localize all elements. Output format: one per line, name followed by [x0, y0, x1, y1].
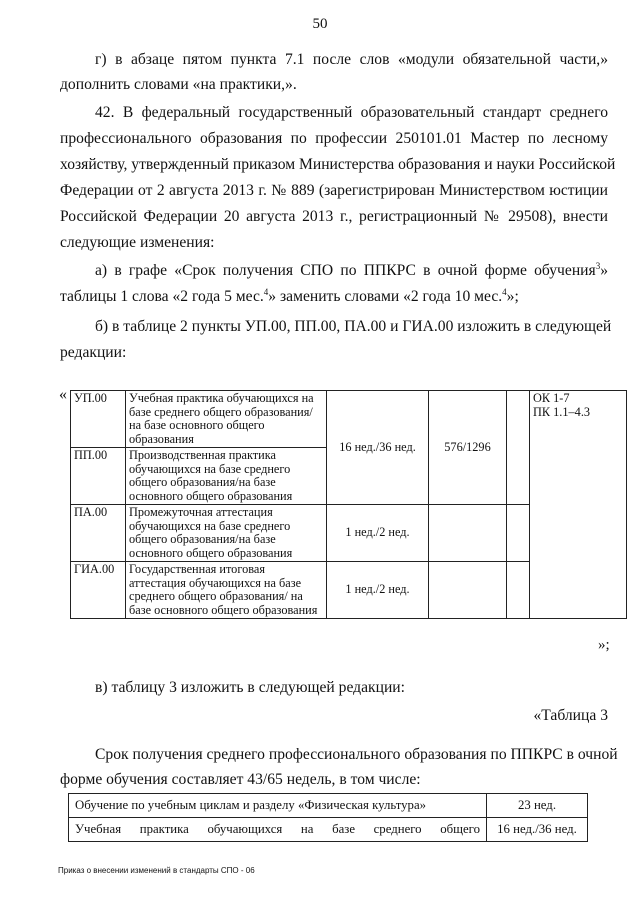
table-cell-label: Учебная практика обучающихся на базе среднего общего	[69, 818, 487, 842]
table-cell-hours: 576/1296	[429, 391, 507, 505]
table-cell-weeks: 1 нед./2 нед.	[327, 505, 429, 562]
table-cell-hours	[429, 562, 507, 619]
srok-paragraph-line: форме обучения составляет 43/65 недель, в том числе:	[60, 771, 421, 788]
table-cell-code: ПП.00	[71, 448, 126, 505]
footnote-marker: 3	[595, 260, 601, 271]
table-cell-value: 16 нед./36 нед.	[487, 818, 588, 842]
table-3-caption: «Таблица 3	[533, 707, 608, 724]
paragraph-42-line: следующие изменения:	[60, 234, 215, 251]
replacement-table-3	[68, 793, 588, 842]
paragraph-g-line: г) в абзаце пятом пункта 7.1 после слов «модули обязательной части,»	[95, 51, 608, 68]
table-row	[69, 818, 588, 842]
replacement-table-2	[70, 390, 627, 619]
paragraph-a-text: » заменить словами «2 года 10 мес.	[268, 288, 503, 305]
paragraph-a-text: »	[600, 262, 608, 279]
table-cell-empty	[507, 505, 530, 562]
paragraph-a-line	[60, 284, 608, 309]
table-cell-name: Учебная практика обучающихся на базе среднего общего образования/на базе основного общего образования	[126, 391, 327, 448]
table-cell-value: 23 нед.	[487, 794, 588, 818]
table-cell-code: ГИА.00	[71, 562, 126, 619]
paragraph-42-line: Российской Федерации 20 августа 2013 г., регистрационный № 29508), внести	[60, 208, 608, 225]
paragraph-g-line: дополнить словами «на практики,».	[60, 76, 297, 93]
table-cell-competencies	[530, 391, 627, 619]
page-number: 50	[312, 16, 328, 32]
paragraph-42-line: профессионального образования по профессии 250101.01 Мастер по лесному	[60, 130, 608, 147]
table-cell-empty	[507, 391, 530, 505]
table-cell-hours	[429, 505, 507, 562]
paragraph-42-line: 42. В федеральный государственный образовательный стандарт среднего	[95, 104, 608, 121]
table-cell-code: УП.00	[71, 391, 126, 448]
table-cell-name: Производственная практика обучающихся на базе среднего общего образования/на базе основного общего образования	[126, 448, 327, 505]
table-cell-weeks: 16 нед./36 нед.	[327, 391, 429, 505]
table-cell-name: Государственная итоговая аттестация обучающихся на базе среднего общего образования/ на базе основного общего образования	[126, 562, 327, 619]
closing-quote: »;	[598, 637, 610, 653]
table-cell-code: ПА.00	[71, 505, 126, 562]
table-cell-empty	[507, 562, 530, 619]
page-footer: Приказ о внесении изменений в стандарты СПО - 06	[58, 866, 255, 875]
paragraph-v-line: в) таблицу 3 изложить в следующей редакции:	[95, 679, 405, 696]
paragraph-a-text: »;	[506, 288, 519, 305]
paragraph-42-line: Федерации от 2 августа 2013 г. № 889 (зарегистрирован Министерством юстиции	[60, 182, 608, 199]
table-cell-weeks: 1 нед./2 нед.	[327, 562, 429, 619]
paragraph-42-line: хозяйству, утвержденный приказом Министерства образования и науки Российской	[60, 156, 616, 173]
paragraph-a-text: а) в графе «Срок получения СПО по ППКРС в очной форме обучения	[95, 262, 596, 279]
opening-quote: «	[59, 386, 67, 403]
paragraph-b-line: редакции:	[60, 344, 127, 361]
competencies-pk: ПК 1.1–4.3	[533, 404, 591, 419]
srok-paragraph-line: Срок получения среднего профессионального образования по ППКРС в очной	[95, 746, 618, 763]
table-cell-label: Обучение по учебным циклам и разделу «Физическая культура»	[69, 794, 487, 818]
paragraph-a-line	[95, 258, 608, 283]
footnote-marker: 4	[263, 286, 269, 297]
paragraph-a-text: таблицы 1 слова «2 года 5 мес.	[60, 288, 264, 305]
competencies-ok: ОК 1-7	[533, 391, 570, 405]
footnote-marker: 4	[502, 286, 507, 297]
table-cell-name: Промежуточная аттестация обучающихся на базе среднего общего образования/на базе основного общего образования	[126, 505, 327, 562]
table-row	[69, 794, 588, 818]
table-row	[71, 391, 627, 448]
paragraph-b-line: б) в таблице 2 пункты УП.00, ПП.00, ПА.00 и ГИА.00 изложить в следующей	[95, 318, 612, 335]
